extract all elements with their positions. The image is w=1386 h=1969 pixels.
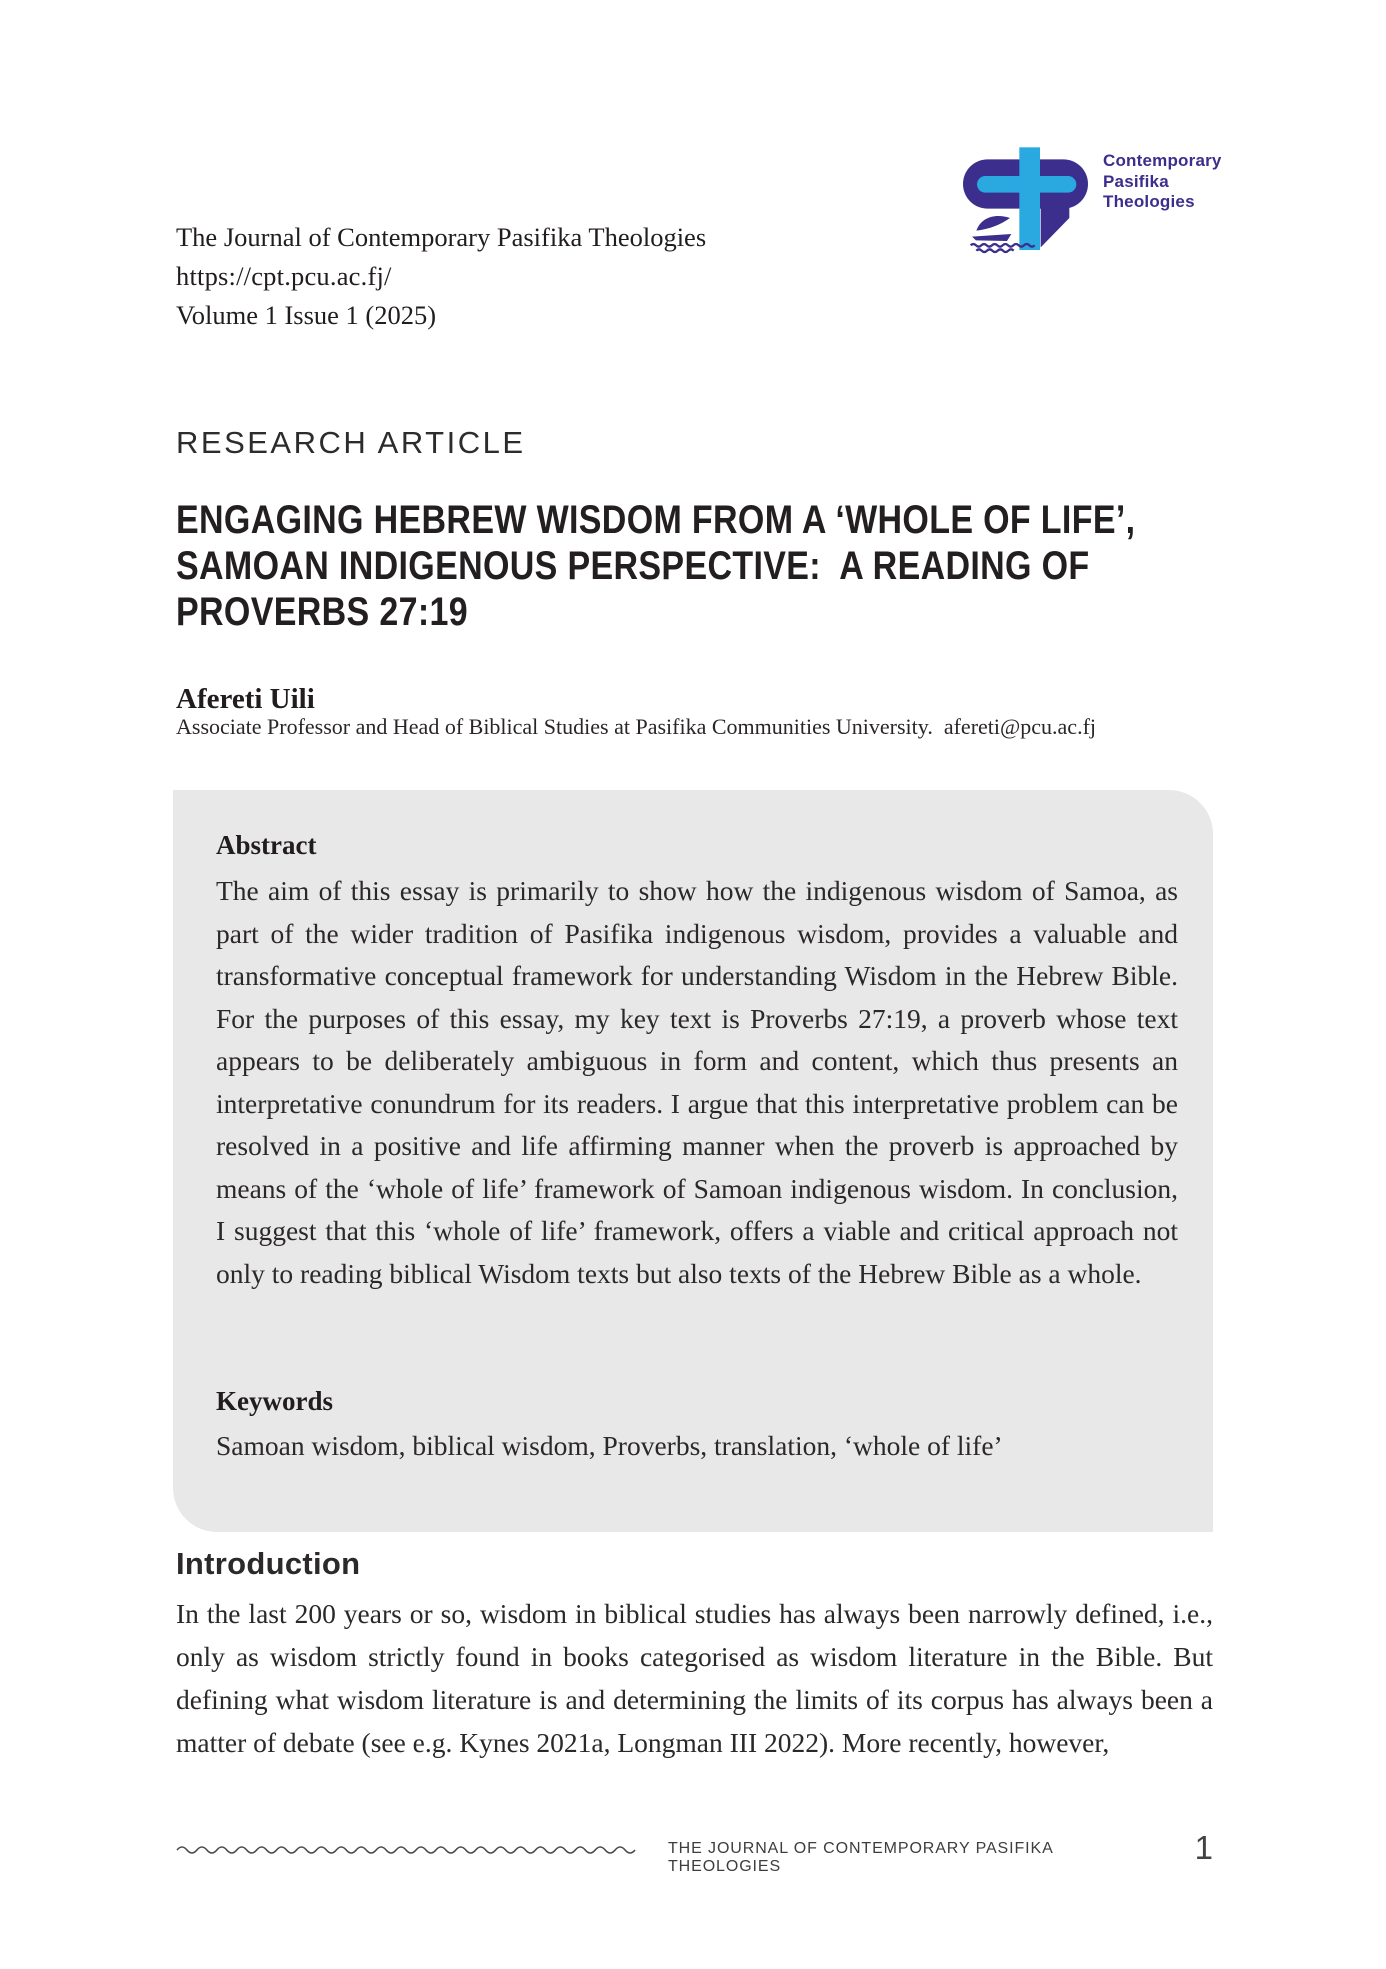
journal-logo-icon	[958, 130, 1098, 260]
article-title	[176, 497, 1296, 635]
section-heading-introduction: Introduction	[176, 1546, 361, 1581]
page-number: 1	[1194, 1829, 1213, 1866]
keywords-text: Samoan wisdom, biblical wisdom, Proverbs, translation, ‘whole of life’	[216, 1430, 1003, 1461]
journal-name: The Journal of Contemporary Pasifika Theologies	[176, 222, 707, 252]
logo-word-pasifika: Pasifika	[1103, 171, 1169, 191]
logo-word-theologies: Theologies	[1103, 192, 1195, 211]
abstract-text: The aim of this essay is primarily to show how the indigenous wisdom of Samoa, as part of the wider tradition of Pasifika indigenous wisdom, provides a valuable and transformative conceptual framework for understanding Wisdom in the Hebrew Bible. For the purposes of this essay, my key text is Proverbs 27:19, a proverb whose text appears to be deliberately ambiguous in form and content, which thus presents an interpretative conundrum for its readers. I argue that this interpretative problem can be resolved in a positive and life affirming manner when the proverb is approached by means of the ‘whole of life’ framework of Samoan indigenous wisdom. In conclusion, I suggest that this ‘whole of life’ framework, offers a viable and critical approach not only to reading biblical Wisdom texts but also texts of the Hebrew Bible as a whole.	[216, 875, 1178, 1289]
title-line-3: PROVERBS 27:19	[176, 590, 468, 634]
abstract-panel	[173, 790, 1213, 1532]
title-line-2: SAMOAN INDIGENOUS PERSPECTIVE: A READING OF	[176, 544, 1090, 588]
author-name: Afereti Uili	[176, 683, 315, 715]
introduction-text: In the last 200 years or so, wisdom in biblical studies has always been narrowly defined, i.e., only as wisdom strictly found in books categorised as wisdom literature in the Bible. But defining what wisdom literature is and determining the limits of its corpus has always been a matter of debate (see e.g. Kynes 2021a, Longman III 2022). More recently, however,	[176, 1598, 1213, 1758]
abstract-heading: Abstract	[216, 830, 317, 860]
journal-url-link[interactable]: https://cpt.pcu.ac.fj/	[176, 261, 392, 291]
article-type-label: RESEARCH ARTICLE	[176, 425, 526, 460]
masthead	[176, 218, 706, 335]
logo-word-contemporary: Contemporary	[1103, 151, 1222, 170]
footer-running-title: THE JOURNAL OF CONTEMPORARY PASIFIKA THEOLOGIES	[668, 1840, 1053, 1875]
author-affiliation: Associate Professor and Head of Biblical Studies at Pasifika Communities University. afereti@pcu.ac.fj	[176, 714, 1097, 739]
wavy-line-path	[177, 1847, 635, 1853]
volume-issue: Volume 1 Issue 1 (2025)	[176, 300, 437, 330]
logo-wordmark	[1103, 151, 1222, 213]
keywords-heading: Keywords	[216, 1386, 333, 1416]
cp-cross-icon	[963, 147, 1088, 250]
title-line-1: ENGAGING HEBREW WISDOM FROM A ‘WHOLE OF LIFE’,	[176, 498, 1136, 542]
wavy-divider-line	[176, 1843, 646, 1855]
